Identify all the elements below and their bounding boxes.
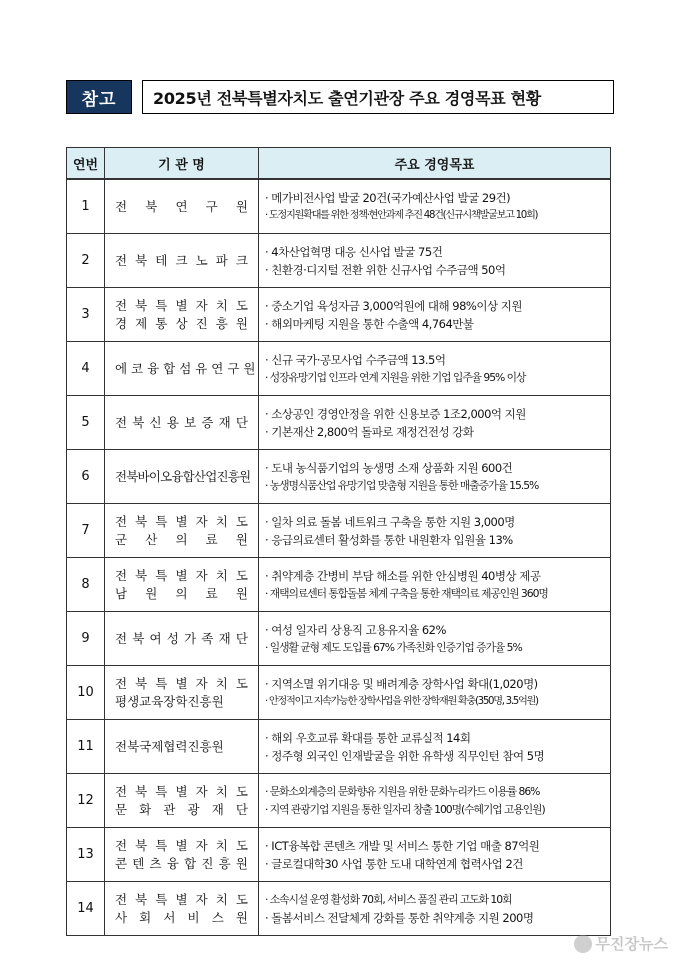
goal-item: · 취약계층 간병비 부담 해소를 위한 안심병원 40병상 제공 bbox=[265, 568, 541, 583]
goal-item: · 4차산업혁명 대응 신사업 발굴 75건 bbox=[265, 244, 443, 259]
org-name-line: 전 북 연 구 원 bbox=[115, 198, 248, 214]
table-row bbox=[67, 666, 611, 720]
goals-cell bbox=[259, 828, 611, 882]
goal-item: · 소상공인 경영안정을 위한 신용보증 1조2,000억 지원 bbox=[265, 406, 526, 421]
goal-item: · 도정지원확대를 위한 정책·현안과제 추진 48건(신규시책발굴보고 10회) bbox=[265, 209, 538, 221]
table-row bbox=[67, 179, 611, 234]
goal-item: · 안정적이고 지속가능한 장학사업을 위한 장학재원 확충(350명, 3.5억원) bbox=[265, 695, 538, 707]
goal-item: · 친환경·디지털 전환 위한 신규사업 수주금액 50억 bbox=[265, 262, 506, 277]
org-name-cell bbox=[105, 774, 259, 828]
org-name-cell bbox=[105, 828, 259, 882]
title-bar bbox=[66, 80, 614, 114]
header-org: 기 관 명 bbox=[105, 148, 259, 180]
row-number: 13 bbox=[67, 828, 105, 882]
goal-item: · 농생명식품산업 유망기업 맞춤형 지원을 통한 매출증가율 15.5% bbox=[265, 478, 539, 492]
row-number: 14 bbox=[67, 882, 105, 936]
page-title: 2025년 전북특별자치도 출연기관장 주요 경영목표 현황 bbox=[142, 80, 614, 114]
goals-cell bbox=[259, 558, 611, 612]
goal-item: · 해외 우호교류 확대를 통한 교류실적 14회 bbox=[265, 730, 471, 745]
org-name-line: 평생교육장학진흥원 bbox=[115, 693, 224, 709]
row-number: 11 bbox=[67, 720, 105, 774]
row-number: 10 bbox=[67, 666, 105, 720]
goals-cell bbox=[259, 179, 611, 234]
org-name-line: 전 북 신 용 보 증 재 단 bbox=[115, 414, 248, 430]
goal-item: · 지역 관광기업 지원을 통한 일자리 창출 100명(수혜기업 고용인원) bbox=[265, 802, 545, 816]
watermark-text: 무진장뉴스 bbox=[595, 935, 668, 953]
goals-cell bbox=[259, 720, 611, 774]
row-number: 9 bbox=[67, 612, 105, 666]
org-name-line: 콘 텐 츠 융 합 진 흥 원 bbox=[115, 855, 248, 871]
goal-item: · 해외마케팅 지원을 통한 수출액 4,764만불 bbox=[265, 316, 474, 331]
table-header-row bbox=[67, 148, 611, 180]
goal-item: · 중소기업 육성자금 3,000억원에 대해 98%이상 지원 bbox=[265, 298, 522, 313]
row-number: 5 bbox=[67, 396, 105, 450]
org-name-line: 문 화 관 광 재 단 bbox=[115, 801, 248, 817]
org-name-line: 전 북 특 별 자 치 도 bbox=[115, 297, 248, 313]
goals-cell bbox=[259, 288, 611, 342]
org-name-cell bbox=[105, 179, 259, 234]
row-number: 3 bbox=[67, 288, 105, 342]
org-name-cell bbox=[105, 450, 259, 504]
goal-item: · 재택의료센터 통합돌봄 체계 구축을 통한 재택의료 제공인원 360명 bbox=[265, 586, 548, 600]
goal-item: · 지역소멸 위기대응 및 배려계층 장학사업 확대(1,020명) bbox=[265, 676, 538, 691]
goal-item: · 돌봄서비스 전달체계 강화를 통한 취약계층 지원 200명 bbox=[265, 910, 534, 925]
goal-item: · 일차 의료 돌봄 네트워크 구축을 통한 지원 3,000명 bbox=[265, 514, 515, 529]
org-name-line: 사 회 서 비 스 원 bbox=[115, 909, 248, 925]
goals-cell bbox=[259, 774, 611, 828]
goal-item: · 도내 농식품기업의 농생명 소재 상품화 지원 600건 bbox=[265, 460, 513, 475]
goal-item: · 정주형 외국인 인재발굴을 위한 유학생 직무인턴 참여 5명 bbox=[265, 748, 545, 763]
goals-cell bbox=[259, 342, 611, 396]
org-name-line: 전북국제협력진흥원 bbox=[115, 738, 224, 754]
row-number: 6 bbox=[67, 450, 105, 504]
org-name-cell bbox=[105, 288, 259, 342]
row-number: 2 bbox=[67, 234, 105, 288]
watermark-logo-icon bbox=[574, 935, 592, 953]
org-name-line: 전 북 특 별 자 치 도 bbox=[115, 567, 248, 583]
org-name-line: 전 북 테 크 노 파 크 bbox=[115, 252, 248, 268]
org-name-cell bbox=[105, 504, 259, 558]
org-name-line: 전 북 특 별 자 치 도 bbox=[115, 891, 248, 907]
table-row bbox=[67, 396, 611, 450]
goals-cell bbox=[259, 234, 611, 288]
org-name-line: 전 북 특 별 자 치 도 bbox=[115, 837, 248, 853]
goals-cell bbox=[259, 396, 611, 450]
goals-cell bbox=[259, 666, 611, 720]
goal-item: · 소속시설 운영 활성화 70회, 서비스 품질 관리 고도화 10회 bbox=[265, 892, 512, 906]
org-name-cell bbox=[105, 342, 259, 396]
org-name-cell bbox=[105, 666, 259, 720]
header-no: 연번 bbox=[67, 148, 105, 180]
org-name-cell bbox=[105, 720, 259, 774]
table-row bbox=[67, 882, 611, 936]
watermark bbox=[574, 933, 668, 954]
header-goals: 주요 경영목표 bbox=[259, 148, 611, 180]
table-row bbox=[67, 720, 611, 774]
row-number: 7 bbox=[67, 504, 105, 558]
org-name-line: 전 북 특 별 자 치 도 bbox=[115, 513, 248, 529]
goal-item: · 글로컬대학30 사업 통한 도내 대학연계 협력사업 2건 bbox=[265, 856, 523, 871]
row-number: 4 bbox=[67, 342, 105, 396]
goal-item: · 여성 일자리 상용직 고용유지율 62% bbox=[265, 622, 446, 637]
org-name-cell bbox=[105, 396, 259, 450]
goal-item: · 응급의료센터 활성화를 통한 내원환자 입원율 13% bbox=[265, 532, 513, 547]
table-row bbox=[67, 828, 611, 882]
org-name-line: 전 북 여 성 가 족 재 단 bbox=[115, 630, 248, 646]
goals-cell bbox=[259, 882, 611, 936]
reference-badge: 참고 bbox=[66, 80, 132, 114]
goal-item: · 성장유망기업 인프라 연계 지원을 위한 기업 입주율 95% 이상 bbox=[265, 370, 526, 384]
org-name-cell bbox=[105, 558, 259, 612]
goals-cell bbox=[259, 450, 611, 504]
goals-cell bbox=[259, 612, 611, 666]
goals-cell bbox=[259, 504, 611, 558]
org-name-line: 전북바이오융합산업진흥원 bbox=[115, 468, 251, 484]
table-row bbox=[67, 558, 611, 612]
goal-item: · 기본재산 2,800억 돌파로 재정건전성 강화 bbox=[265, 424, 474, 439]
org-name-line: 경 제 통 상 진 흥 원 bbox=[115, 315, 248, 331]
org-name-cell bbox=[105, 234, 259, 288]
table-row bbox=[67, 288, 611, 342]
goals-table bbox=[66, 147, 611, 936]
goal-item: · 메가비전사업 발굴 20건(국가예산사업 발굴 29건) bbox=[265, 190, 511, 205]
org-name-cell bbox=[105, 882, 259, 936]
org-name-line: 에 코 융 합 섬 유 연 구 원 bbox=[115, 360, 256, 376]
org-name-line: 전 북 특 별 자 치 도 bbox=[115, 783, 248, 799]
table-row bbox=[67, 774, 611, 828]
goal-item: · 신규 국가·공모사업 수주금액 13.5억 bbox=[265, 352, 446, 367]
org-name-line: 남 원 의 료 원 bbox=[115, 585, 248, 601]
row-number: 1 bbox=[67, 179, 105, 234]
row-number: 12 bbox=[67, 774, 105, 828]
table-row bbox=[67, 504, 611, 558]
goal-item: · 일생활 균형 제도 도입률 67% 가족친화 인증기업 증가율 5% bbox=[265, 640, 522, 654]
org-name-cell bbox=[105, 612, 259, 666]
table-body bbox=[67, 179, 611, 936]
goal-item: · 문화소외계층의 문화향유 지원을 위한 문화누리카드 이용률 86% bbox=[265, 784, 540, 798]
row-number: 8 bbox=[67, 558, 105, 612]
table-row bbox=[67, 234, 611, 288]
table-row bbox=[67, 450, 611, 504]
table-row bbox=[67, 612, 611, 666]
org-name-line: 전 북 특 별 자 치 도 bbox=[115, 675, 248, 691]
table-row bbox=[67, 342, 611, 396]
org-name-line: 군 산 의 료 원 bbox=[115, 531, 248, 547]
goal-item: · ICT융복합 콘텐츠 개발 및 서비스 통한 기업 매출 87억원 bbox=[265, 838, 540, 853]
